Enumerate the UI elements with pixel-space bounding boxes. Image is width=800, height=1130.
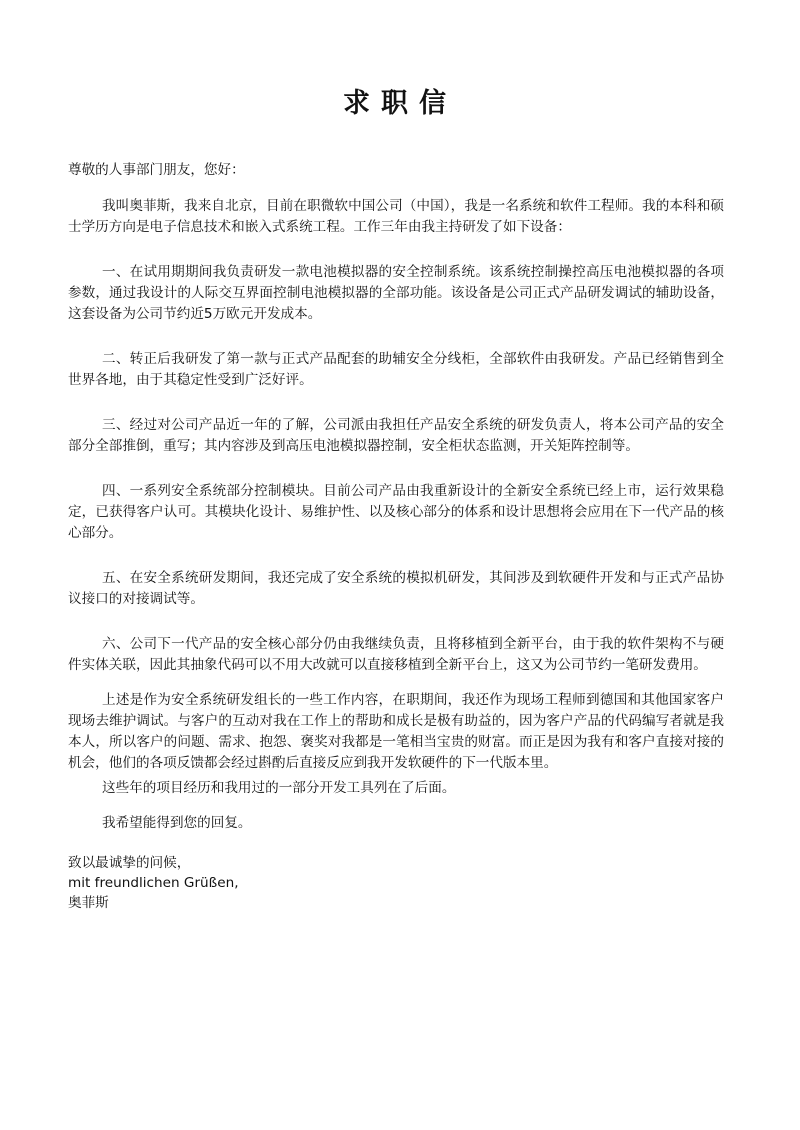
salutation: 尊敬的人事部门朋友，您好： (68, 162, 245, 178)
paragraph-item-1: 一、在试用期期间我负责研发一款电池模拟器的安全控制系统。该系统控制操控高压电池模拟器的各项参数，通过我设计的人际交互界面控制电池模拟器的全部功能。该设备是公司正式产品研发调试的辅助设备，这套设备为公司节约近5万欧元开发成本。 (68, 264, 724, 322)
closing-greeting: 致以最诚挚的问候， (68, 855, 191, 871)
paragraph-item-5: 五、在安全系统研发期间，我还完成了安全系统的模拟机研发，其间涉及到软硬件开发和与正式产品协议接口的对接调试等。 (68, 570, 724, 607)
paragraph-item-2: 二、转正后我研发了第一款与正式产品配套的助辅安全分线柜，全部软件由我研发。产品已经销售到全世界各地，由于其稳定性受到广泛好评。 (68, 351, 724, 388)
closing-greeting-german: mit freundlichen Grüßen, (68, 875, 239, 891)
paragraph-intro: 我叫奥菲斯，我来自北京，目前在职微软中国公司（中国），我是一名系统和软件工程师。我的本科和硕士学历方向是电子信息技术和嵌入式系统工程。工作三年由我主持研发了如下设备： (68, 198, 724, 235)
paragraph-item-4: 四、一系列安全系统部分控制模块。目前公司产品由我重新设计的全新安全系统已经上市，运行效果稳定，已获得客户认可。其模块化设计、易维护性、以及核心部分的体系和设计思想将会应用在下一代产品的核心部分。 (68, 483, 724, 541)
letter-title: 求职信 (343, 88, 457, 119)
paragraph-item-6: 六、公司下一代产品的安全核心部分仍由我继续负责，且将移植到全新平台，由于我的软件架构不与硬件实体关联，因此其抽象代码可以不用大改就可以直接移植到全新平台上，这又为公司节约一笔研发费用。 (68, 636, 724, 673)
letter-body (68, 160, 724, 913)
paragraph-projects: 这些年的项目经历和我用过的一部分开发工具列在了后面。 (102, 780, 456, 796)
signature-name: 奥菲斯 (68, 895, 109, 911)
paragraph-hope: 我希望能得到您的回复。 (102, 815, 252, 831)
paragraph-summary: 上述是作为安全系统研发组长的一些工作内容，在职期间，我还作为现场工程师到德国和其他国家客户现场去维护调试。与客户的互动对我在工作上的帮助和成长是极有助益的，因为客户产品的代码编写者就是我本人，所以客户的问题、需求、抱怨、褒奖对我都是一笔相当宝贵的财富。而正是因为我有和客户直接对接的机会，他们的各项反馈都会经过斟酌后直接反应到我开发软硬件的下一代版本里。 (68, 692, 724, 771)
paragraph-item-3: 三、经过对公司产品近一年的了解，公司派由我担任产品安全系统的研发负责人，将本公司产品的安全部分全部推倒，重写；其内容涉及到高压电池模拟器控制，安全柜状态监测，开关矩阵控制等。 (68, 417, 724, 454)
